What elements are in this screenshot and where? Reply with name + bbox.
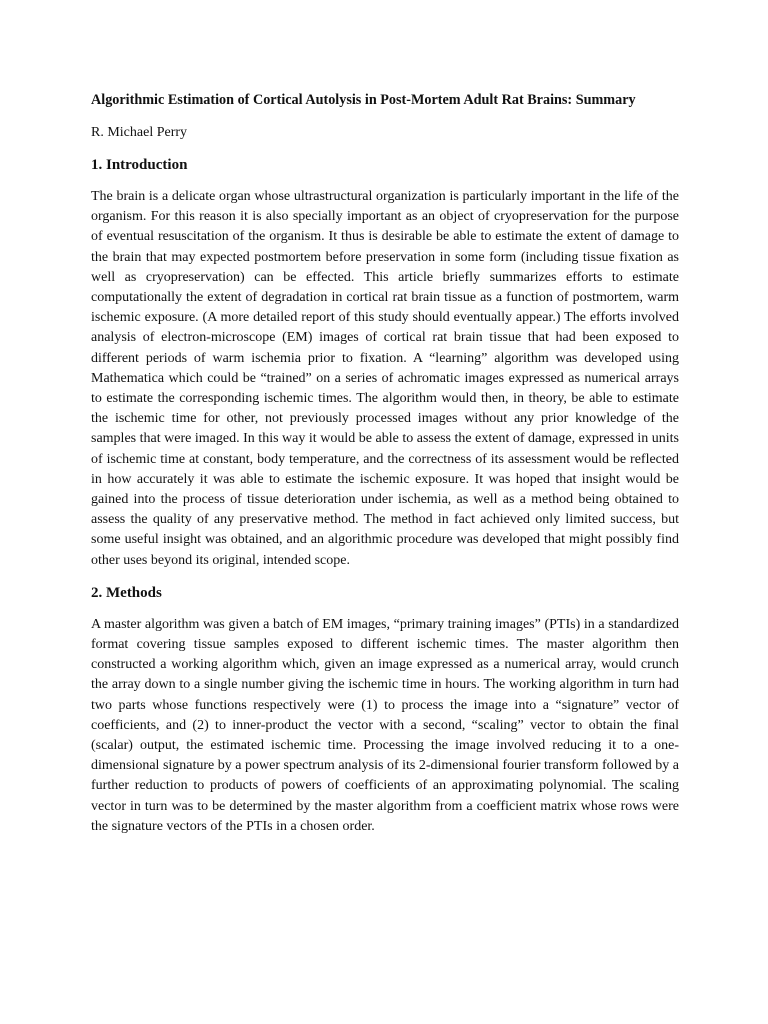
section-methods (91, 583, 679, 837)
section-heading-introduction: 1. Introduction (91, 157, 188, 173)
section-introduction (91, 155, 679, 571)
section-heading-methods: 2. Methods (91, 584, 162, 601)
document-author: R. Michael Perry (91, 125, 188, 140)
document-title: Algorithmic Estimation of Cortical Autolysis in Post-Mortem Adult Rat Brains: Summary (91, 92, 636, 108)
introduction-paragraph: The brain is a delicate organ whose ultrastructural organization is particularly important in the life of the organism. For this reason it is also specially important as an object of cryopreservation for the purpose of eventual resuscitation of the organism. It thus is desirable be able to estimate the extent of damage to the brain that may expected postmortem before preservation in some form (including tissue fixation as well as cryopreservation) can be effected. This article briefly summarizes efforts to estimate computationally the extent of degradation in cortical rat brain tissue as a function of postmortem, warm ischemic exposure. (A more detailed report of this study should eventually appear.) The efforts involved analysis of electron-microscope (EM) images of cortical rat brain tissue that had been exposed to different periods of warm ischemia prior to fixation. A “learning” algorithm was developed using Mathematica which could be “trained” on a series of achromatic images expressed as numerical arrays to estimate the corresponding ischemic times. The algorithm would then, in theory, be able to estimate the ischemic time for other, not previously processed images without any prior knowledge of the samples that were imaged. In this way it would be able to assess the extent of damage, expressed in units of ischemic time at constant, body temperature, and the correctness of its assessment would be reflected in how accurately it was able to estimate the ischemic exposure. It was hoped that insight would be gained into the process of tissue deterioration under ischemia, as well as a method being obtained to assess the quality of any preservative method. The method in fact achieved only limited success, but some useful insight was obtained, and an algorithmic procedure was developed that might possibly find other uses beyond its original, intended scope. (91, 189, 679, 568)
document-page (91, 90, 679, 849)
methods-paragraph: A master algorithm was given a batch of EM images, “primary training images” (PTIs) in a standardized format covering tissue samples exposed to different ischemic times. The master algorithm then constructed a working algorithm which, given an image expressed as a numerical array, would crunch the array down to a single number giving the ischemic time in hours. The working algorithm in turn had two parts whose functions respectively were (1) to process the image into a “signature” vector of coefficients, and (2) to inner-product the vector with a second, “scaling” vector to obtain the final (scalar) output, the estimated ischemic time. Processing the image involved reducing it to a one-dimensional signature by a power spectrum analysis of its 2-dimensional fourier transform followed by a further reduction to products of powers of coefficients of an approximating polynomial. The scaling vector in turn was to be determined by the master algorithm from a coefficient matrix whose rows were the signature vectors of the PTIs in a chosen order. (91, 616, 679, 834)
